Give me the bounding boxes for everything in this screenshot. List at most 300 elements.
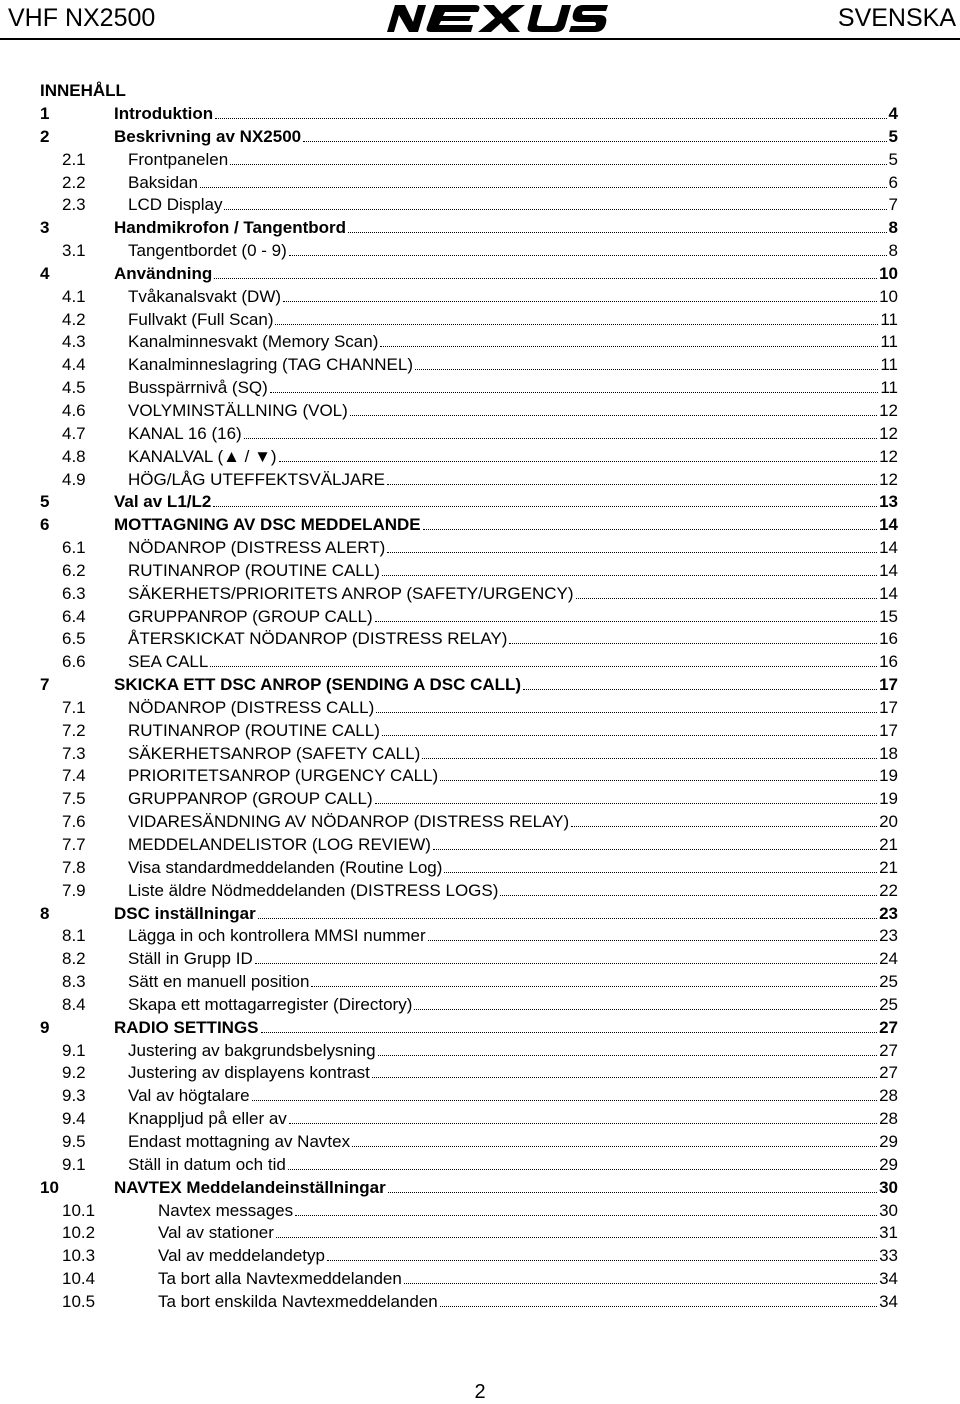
toc-entry-page: 27 xyxy=(879,1040,898,1060)
toc-entry-page: 27 xyxy=(879,1063,898,1083)
nexus-logo xyxy=(383,2,609,34)
dot-leader xyxy=(576,584,878,599)
toc-entry-title: SKICKA ETT DSC ANROP (SENDING A DSC CALL) xyxy=(114,675,522,695)
toc-entry-number: 4.7 xyxy=(62,423,86,443)
toc-entry-page: 21 xyxy=(879,857,898,877)
toc-entry-title: Busspärrnivå (SQ) xyxy=(128,378,268,398)
toc-entry-number: 1 xyxy=(40,104,50,123)
toc-entry-page: 14 xyxy=(879,538,898,558)
toc-entry[interactable] xyxy=(40,765,898,788)
dot-leader xyxy=(279,447,877,462)
toc-entry-title: Justering av displayens kontrast xyxy=(128,1063,370,1083)
toc-entry-title: SEA CALL xyxy=(128,652,209,672)
toc-entry-number: 2.2 xyxy=(62,172,86,192)
toc-entry-page: 12 xyxy=(879,400,898,420)
toc-entry-number: 3 xyxy=(40,218,50,238)
dot-leader xyxy=(352,1132,877,1147)
toc-entry-line xyxy=(128,1108,898,1131)
toc-entry-number: 8.4 xyxy=(62,994,86,1014)
toc-entry[interactable] xyxy=(40,423,898,446)
toc-entry-page: 19 xyxy=(879,789,898,809)
toc-entry-line xyxy=(128,149,898,172)
toc-entry-number: 4.2 xyxy=(62,309,86,329)
toc-entry[interactable] xyxy=(40,537,898,560)
toc-entry-page: 17 xyxy=(879,675,898,695)
dot-leader xyxy=(214,264,877,279)
toc-entry-title: MOTTAGNING AV DSC MEDDELANDE xyxy=(114,515,421,535)
toc-entry-page: 6 xyxy=(888,172,898,192)
toc-entry-title: KANALVAL (▲ / ▼) xyxy=(128,446,277,466)
toc-entry[interactable] xyxy=(40,240,898,263)
toc-entry[interactable] xyxy=(40,103,898,126)
toc-entry[interactable] xyxy=(40,514,898,537)
toc-entry[interactable] xyxy=(40,903,898,926)
toc-entry-number: 9.2 xyxy=(62,1063,86,1083)
toc-entry[interactable] xyxy=(40,583,898,606)
dot-leader xyxy=(378,1041,877,1056)
toc-entry-line xyxy=(128,1062,898,1085)
toc-entry-number: 8.2 xyxy=(62,949,86,969)
toc-entry-number: 10.1 xyxy=(62,1200,96,1220)
dot-leader xyxy=(244,424,877,439)
dot-leader xyxy=(423,515,877,530)
language-label: SVENSKA xyxy=(837,4,956,32)
toc-entry-number: 9 xyxy=(40,1017,50,1037)
header-divider xyxy=(0,38,960,40)
dot-leader xyxy=(276,1223,877,1238)
toc-entry[interactable] xyxy=(40,446,898,469)
toc-entry-title: Val av högtalare xyxy=(128,1086,250,1106)
toc-entry-title: NAVTEX Meddelandeinställningar xyxy=(114,1177,386,1197)
toc-entry[interactable] xyxy=(40,1268,898,1291)
toc-entry-line xyxy=(128,446,898,469)
toc-entry[interactable] xyxy=(40,994,898,1017)
toc-entry-page: 28 xyxy=(879,1086,898,1106)
toc-entry[interactable] xyxy=(40,720,898,743)
toc-entry-number: 10.3 xyxy=(62,1246,96,1266)
toc-entry[interactable] xyxy=(40,1017,898,1040)
toc-entry-title: PRIORITETSANROP (URGENCY CALL) xyxy=(128,766,439,786)
toc-entry-number: 7.1 xyxy=(62,697,86,717)
dot-leader xyxy=(230,150,886,165)
toc-entry-line xyxy=(128,560,898,583)
toc-entry-number: 10.2 xyxy=(62,1223,96,1243)
toc-entry-line xyxy=(128,1154,898,1177)
dot-leader xyxy=(414,995,877,1010)
toc-entry-title: Kanalminneslagring (TAG CHANNEL) xyxy=(128,355,414,375)
toc-entry[interactable] xyxy=(40,788,898,811)
toc-entry-line xyxy=(128,788,898,811)
toc-entry-line xyxy=(128,240,898,263)
toc-entry-line xyxy=(128,309,898,332)
toc-entry-page: 34 xyxy=(879,1291,898,1311)
toc-entry[interactable] xyxy=(40,1154,898,1177)
toc-entry-title: Navtex messages xyxy=(158,1200,294,1220)
toc-entry[interactable] xyxy=(40,697,898,720)
dot-leader xyxy=(433,835,877,850)
toc-entry-title: Baksidan xyxy=(128,172,198,192)
toc-entry-line xyxy=(158,1291,898,1314)
dot-leader xyxy=(200,173,887,188)
toc-entry-line xyxy=(128,880,898,903)
toc-entry-title: Knappljud på eller av xyxy=(128,1109,287,1129)
toc-entry-page: 10 xyxy=(879,263,898,283)
toc-entry[interactable] xyxy=(40,971,898,994)
toc-entry-line xyxy=(128,948,898,971)
toc-entry-page: 17 xyxy=(879,720,898,740)
toc-entry-page: 8 xyxy=(888,218,898,238)
toc-entry-title: Introduktion xyxy=(114,104,214,123)
toc-entry[interactable] xyxy=(40,651,898,674)
dot-leader xyxy=(440,766,877,781)
toc-entry-title: VOLYMINSTÄLLNING (VOL) xyxy=(128,400,348,420)
toc-entry-number: 8 xyxy=(40,903,50,923)
toc-entry[interactable] xyxy=(40,1291,898,1314)
toc-entry-number: 4 xyxy=(40,263,50,283)
toc-entry-number: 7.2 xyxy=(62,720,86,740)
dot-leader xyxy=(261,1018,878,1033)
toc-entry-number: 2 xyxy=(40,126,50,146)
toc-entry-number: 8.1 xyxy=(62,926,86,946)
toc-entry-line xyxy=(128,765,898,788)
toc-entry-line xyxy=(114,514,898,537)
toc-entry[interactable] xyxy=(40,126,898,149)
toc-entry-line xyxy=(128,1131,898,1154)
toc-entry-page: 27 xyxy=(879,1017,898,1037)
toc-entry-title: Handmikrofon / Tangentbord xyxy=(114,218,347,238)
toc-entry[interactable] xyxy=(40,309,898,332)
dot-leader xyxy=(210,652,877,667)
toc-entry-page: 11 xyxy=(880,332,898,352)
toc-entry[interactable] xyxy=(40,172,898,195)
toc-entry-page: 11 xyxy=(880,378,898,398)
toc-entry-page: 8 xyxy=(888,241,898,261)
toc-entry-page: 15 xyxy=(879,606,898,626)
toc-entry-number: 4.6 xyxy=(62,400,86,420)
toc-entry-number: 4.4 xyxy=(62,355,86,375)
dot-leader xyxy=(255,949,877,964)
toc-entry-number: 10.4 xyxy=(62,1269,96,1289)
dot-leader xyxy=(375,607,877,622)
toc-entry[interactable] xyxy=(40,857,898,880)
toc-entry-page: 21 xyxy=(879,835,898,854)
toc-entry-line xyxy=(114,103,898,126)
toc-entry-page: 20 xyxy=(879,812,898,832)
toc-entry-line xyxy=(128,971,898,994)
dot-leader xyxy=(428,926,877,941)
toc-entry-line xyxy=(114,1017,898,1040)
toc-entry-title: ÅTERSKICKAT NÖDANROP (DISTRESS RELAY) xyxy=(128,629,508,649)
toc-entry-title: SÄKERHETSANROP (SAFETY CALL) xyxy=(128,743,421,763)
dot-leader xyxy=(348,218,887,233)
dot-leader xyxy=(289,1109,877,1124)
toc-entry[interactable] xyxy=(40,1245,898,1268)
toc-entry-number: 6.5 xyxy=(62,629,86,649)
toc-entry-title: Frontpanelen xyxy=(128,149,229,169)
toc-entry-title: LCD Display xyxy=(128,195,223,215)
toc-entry[interactable] xyxy=(40,925,898,948)
toc-entry-number: 9.1 xyxy=(62,1154,86,1174)
toc-entry-number: 7.6 xyxy=(62,812,86,832)
toc-entry[interactable] xyxy=(40,194,898,217)
toc-entry-line xyxy=(158,1245,898,1268)
toc-entry-page: 30 xyxy=(879,1200,898,1220)
dot-leader xyxy=(422,744,877,759)
toc-entry-title: Val av stationer xyxy=(158,1223,274,1243)
toc-entry-page: 10 xyxy=(879,286,898,306)
toc-entry-number: 10.5 xyxy=(62,1291,96,1311)
toc-entry-title: Val av L1/L2 xyxy=(114,492,212,512)
toc-entry-page: 18 xyxy=(879,743,898,763)
toc-entry-number: 6.6 xyxy=(62,652,86,672)
toc-entry-page: 19 xyxy=(879,766,898,786)
dot-leader xyxy=(289,241,887,256)
model-name: VHF NX2500 xyxy=(8,4,156,32)
toc-entry-page: 7 xyxy=(888,195,898,215)
dot-leader xyxy=(224,195,886,210)
toc-entry-number: 4.5 xyxy=(62,378,86,398)
toc-entry-page: 16 xyxy=(879,652,898,672)
dot-leader xyxy=(440,1292,877,1307)
toc-entry-line xyxy=(128,1040,898,1063)
dot-leader xyxy=(288,1155,877,1170)
toc-entry-line xyxy=(128,606,898,629)
toc-entry[interactable] xyxy=(40,948,898,971)
toc-entry[interactable] xyxy=(40,743,898,766)
toc-entry[interactable] xyxy=(40,1222,898,1245)
toc-entry-line xyxy=(114,1177,898,1200)
toc-entry-title: Beskrivning av NX2500 xyxy=(114,126,302,146)
toc-entry-title: Tvåkanalsvakt (DW) xyxy=(128,286,282,306)
toc-entry-line xyxy=(128,331,898,354)
toc-entry[interactable] xyxy=(40,1108,898,1131)
toc-entry-number: 4.9 xyxy=(62,469,86,489)
toc-entry-title: Endast mottagning av Navtex xyxy=(128,1131,351,1151)
toc-entry[interactable] xyxy=(40,1177,898,1200)
toc-entry-line xyxy=(158,1268,898,1291)
toc-entry-number: 9.1 xyxy=(62,1040,86,1060)
dot-leader xyxy=(372,1063,877,1078)
dot-leader xyxy=(213,492,877,507)
toc-entry-page: 14 xyxy=(879,515,898,535)
toc-entry-title: Justering av bakgrundsbelysning xyxy=(128,1040,376,1060)
toc-entry-line xyxy=(128,925,898,948)
dot-leader xyxy=(303,127,886,142)
toc-entry-page: 25 xyxy=(879,972,898,992)
toc-entry[interactable] xyxy=(40,1131,898,1154)
toc-entry[interactable] xyxy=(40,1200,898,1223)
toc-entry-title: RUTINANROP (ROUTINE CALL) xyxy=(128,720,380,740)
toc-entry-number: 2.1 xyxy=(62,149,86,169)
toc-entry-number: 9.5 xyxy=(62,1131,86,1151)
toc-entry-line xyxy=(128,537,898,560)
toc-entry-page: 12 xyxy=(879,469,898,489)
toc-entry[interactable] xyxy=(40,400,898,423)
toc-entry-number: 4.3 xyxy=(62,332,86,352)
dot-leader xyxy=(404,1269,877,1284)
dot-leader xyxy=(387,538,877,553)
toc-entry-number: 6.2 xyxy=(62,560,86,580)
toc-entry-title: Användning xyxy=(114,263,213,283)
toc-entry-page: 24 xyxy=(879,949,898,969)
dot-leader xyxy=(350,401,877,416)
dot-leader xyxy=(509,629,877,644)
page-number: 2 xyxy=(474,1381,486,1403)
dot-leader xyxy=(311,972,877,987)
toc-entry-line xyxy=(114,674,898,697)
toc-entry[interactable] xyxy=(40,354,898,377)
toc-entry[interactable] xyxy=(40,880,898,903)
dot-leader xyxy=(376,698,877,713)
toc-entry-number: 7 xyxy=(40,675,50,695)
toc-entry-page: 29 xyxy=(879,1131,898,1151)
toc-entry-title: GRUPPANROP (GROUP CALL) xyxy=(128,606,373,626)
toc-entry-line xyxy=(128,811,898,834)
toc-entry-page: 23 xyxy=(879,926,898,946)
toc-entry-line xyxy=(128,697,898,720)
toc-entry-line xyxy=(114,126,898,149)
toc-entry[interactable] xyxy=(40,560,898,583)
toc-entry-number: 6.4 xyxy=(62,606,86,626)
toc-entry-page: 23 xyxy=(879,903,898,923)
toc-entry-page: 17 xyxy=(879,697,898,717)
toc-entry-line xyxy=(128,423,898,446)
toc-entry-line xyxy=(128,172,898,195)
toc-entry[interactable] xyxy=(40,377,898,400)
toc-entry-number: 9.3 xyxy=(62,1086,86,1106)
toc-entry-title: SÄKERHETS/PRIORITETS ANROP (SAFETY/URGENCY) xyxy=(128,583,574,603)
toc-entry-title: Ta bort enskilda Navtexmeddelanden xyxy=(158,1291,438,1311)
toc-entry-title: Visa standardmeddelanden (Routine Log) xyxy=(128,857,443,877)
toc-entry[interactable] xyxy=(40,286,898,309)
toc-entry-line xyxy=(128,1085,898,1108)
toc-entry-page: 33 xyxy=(879,1246,898,1266)
toc-entry[interactable] xyxy=(40,331,898,354)
dot-leader xyxy=(444,858,877,873)
toc-entry-number: 6.1 xyxy=(62,538,86,558)
toc-entry-page: 28 xyxy=(879,1109,898,1129)
toc-entry-number: 3.1 xyxy=(62,241,86,261)
toc-entry-number: 5 xyxy=(40,492,50,512)
toc-entry-page: 22 xyxy=(879,880,898,900)
toc-entry-title: HÖG/LÅG UTEFFEKTSVÄLJARE xyxy=(128,469,385,489)
dot-leader xyxy=(327,1246,877,1261)
toc-entry[interactable] xyxy=(40,491,898,514)
toc-entry-title: Sätt en manuell position xyxy=(128,972,310,992)
toc-entry-title: Fullvakt (Full Scan) xyxy=(128,309,274,329)
toc-entry-title: MEDDELANDELISTOR (LOG REVIEW) xyxy=(128,835,431,854)
toc-entry-line xyxy=(128,628,898,651)
toc-entry-title: Skapa ett mottagarregister (Directory) xyxy=(128,994,413,1014)
toc-entry-page: 11 xyxy=(880,309,898,329)
toc-entry-number: 7.4 xyxy=(62,766,86,786)
toc-entry-line xyxy=(114,903,898,926)
toc-entry-line xyxy=(128,194,898,217)
toc-entry-line xyxy=(128,377,898,400)
toc-entry-page: 29 xyxy=(879,1154,898,1174)
toc-entry-page: 11 xyxy=(880,355,898,375)
toc-entry-title: Tangentbordet (0 - 9) xyxy=(128,241,287,261)
toc-entry-title: Ställ in Grupp ID xyxy=(128,949,253,969)
toc-entry-page: 13 xyxy=(879,492,898,512)
toc-entry-title: NÖDANROP (DISTRESS CALL) xyxy=(128,697,375,717)
dot-leader xyxy=(523,675,877,690)
toc-entry[interactable] xyxy=(40,1062,898,1085)
toc-entry-page: 5 xyxy=(888,126,898,146)
toc-entry-page: 34 xyxy=(879,1269,898,1289)
toc-entry-title: Ta bort alla Navtexmeddelanden xyxy=(158,1269,402,1289)
toc-entry[interactable] xyxy=(40,469,898,492)
toc-entry-number: 7.5 xyxy=(62,789,86,809)
toc-entry[interactable] xyxy=(40,1085,898,1108)
toc-entry-page: 30 xyxy=(879,1177,898,1197)
toc-entry-line xyxy=(128,857,898,880)
toc-entry-title: RADIO SETTINGS xyxy=(114,1017,259,1037)
toc-entry-line xyxy=(128,834,898,857)
toc-entry-page: 12 xyxy=(879,446,898,466)
toc-entry-number: 7.9 xyxy=(62,880,86,900)
toc-entry[interactable] xyxy=(40,149,898,172)
toc-entry-title: NÖDANROP (DISTRESS ALERT) xyxy=(128,538,386,558)
toc-entry-page: 12 xyxy=(879,423,898,443)
toc-entry-page: 4 xyxy=(888,104,898,123)
toc-entry-title: RUTINANROP (ROUTINE CALL) xyxy=(128,560,380,580)
toc-entry-page: 14 xyxy=(879,560,898,580)
toc-entry[interactable] xyxy=(40,606,898,629)
dot-leader xyxy=(283,287,877,302)
toc-entry[interactable] xyxy=(40,217,898,240)
toc-entry-line xyxy=(114,491,898,514)
dot-leader xyxy=(387,470,877,485)
toc-entry-title: Lägga in och kontrollera MMSI nummer xyxy=(128,926,426,946)
toc-entry[interactable] xyxy=(40,263,898,286)
dot-leader xyxy=(215,104,886,119)
toc-entry-line xyxy=(158,1222,898,1245)
toc-entry-title: GRUPPANROP (GROUP CALL) xyxy=(128,789,373,809)
toc-entry-line xyxy=(128,994,898,1017)
toc-entry-title: DSC inställningar xyxy=(114,903,256,923)
toc-entry-number: 2.3 xyxy=(62,195,86,215)
toc-entry[interactable] xyxy=(40,1040,898,1063)
dot-leader xyxy=(270,378,879,393)
dot-leader xyxy=(258,904,877,919)
dot-leader xyxy=(388,1178,877,1193)
dot-leader xyxy=(382,721,877,736)
dot-leader xyxy=(275,310,878,325)
toc-entry-number: 6.3 xyxy=(62,583,86,603)
toc-title: INNEHÅLL xyxy=(40,81,126,100)
page-header xyxy=(0,0,960,40)
toc-entry-number: 4.8 xyxy=(62,446,86,466)
toc-entry-page: 5 xyxy=(888,149,898,169)
toc-entry-line xyxy=(128,720,898,743)
toc-entry-line xyxy=(128,354,898,377)
dot-leader xyxy=(380,332,878,347)
toc-entry[interactable] xyxy=(40,811,898,834)
toc-entry[interactable] xyxy=(40,628,898,651)
toc-entry-title: Liste äldre Nödmeddelanden (DISTRESS LOGS) xyxy=(128,880,499,900)
toc-entry-line xyxy=(128,286,898,309)
toc-entry[interactable] xyxy=(40,674,898,697)
dot-leader xyxy=(415,355,878,370)
toc-entry-page: 25 xyxy=(879,994,898,1014)
toc-entry-line xyxy=(158,1200,898,1223)
toc-entry-line xyxy=(114,217,898,240)
toc-entry-page: 31 xyxy=(879,1223,898,1243)
dot-leader xyxy=(500,881,877,896)
toc-entry[interactable] xyxy=(40,834,898,857)
toc-entry-title: Kanalminnesvakt (Memory Scan) xyxy=(128,332,379,352)
